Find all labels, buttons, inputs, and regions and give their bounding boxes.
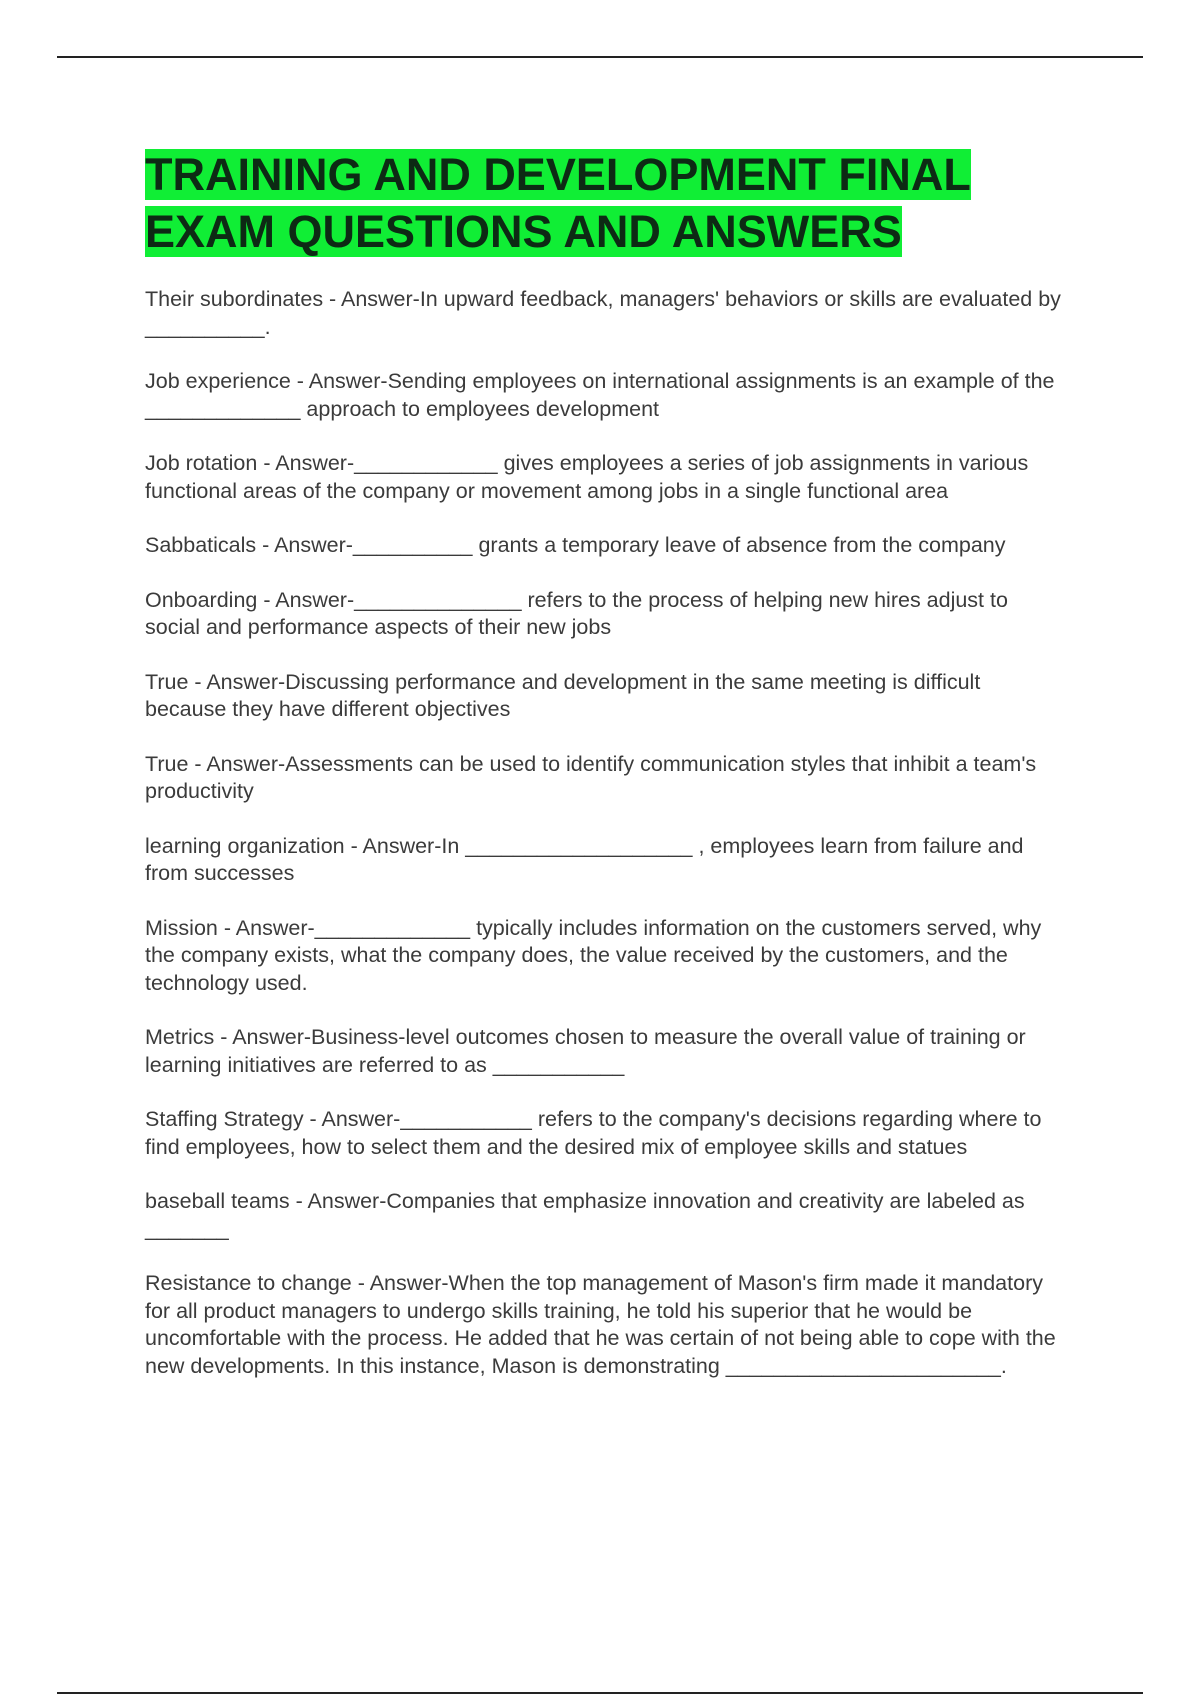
qa-item: Resistance to change - Answer-When the top management of Mason's firm made it mandatory for all product managers to undergo skills training, he told his superior that he would be uncomfortable with the process. He added that he was certain of not being able to cope with the new developments. In this instance, Mason is demonstrating _______________________. [145,1271,1056,1378]
title-line-1: TRAINING AND DEVELOPMENT FINAL [145,149,971,200]
qa-item: True - Answer-Assessments can be used to identify communication styles that inhibit a team's productivity [145,751,1037,803]
qa-list [145,286,1065,1380]
qa-item: Their subordinates - Answer-In upward feedback, managers' behaviors or skills are evaluated by __________. [145,287,1061,339]
footer-rule [57,1692,1143,1694]
qa-item: True - Answer-Discussing performance and development in the same meeting is difficult because they have different objectives [145,669,981,721]
qa-item: Staffing Strategy - Answer-___________ refers to the company's decisions regarding where to find employees, how to select them and the desired mix of employee skills and statues [145,1107,1042,1159]
header-rule [57,56,1143,58]
document-title [145,146,1065,260]
title-line-2: EXAM QUESTIONS AND ANSWERS [145,206,902,257]
qa-item: Metrics - Answer-Business-level outcomes chosen to measure the overall value of training or learning initiatives are referred to as ___________ [145,1025,1026,1077]
qa-item: Sabbaticals - Answer-__________ grants a temporary leave of absence from the company [145,533,1006,557]
qa-item: Job experience - Answer-Sending employees on international assignments is an example of the _____________ approach to employees development [145,369,1055,421]
qa-item: Job rotation - Answer-____________ gives employees a series of job assignments in various functional areas of the company or movement among jobs in a single functional area [145,451,1029,503]
qa-item: baseball teams - Answer-Companies that emphasize innovation and creativity are labeled as _______ [145,1189,1025,1241]
qa-item: Onboarding - Answer-______________ refers to the process of helping new hires adjust to social and performance aspects of their new jobs [145,587,1008,639]
qa-item: Mission - Answer-_____________ typically includes information on the customers served, why the company exists, what the company does, the value received by the customers, and the technology used. [145,915,1042,995]
qa-item: learning organization - Answer-In ___________________ , employees learn from failure and from successes [145,833,1024,885]
page-content [145,146,1065,1407]
